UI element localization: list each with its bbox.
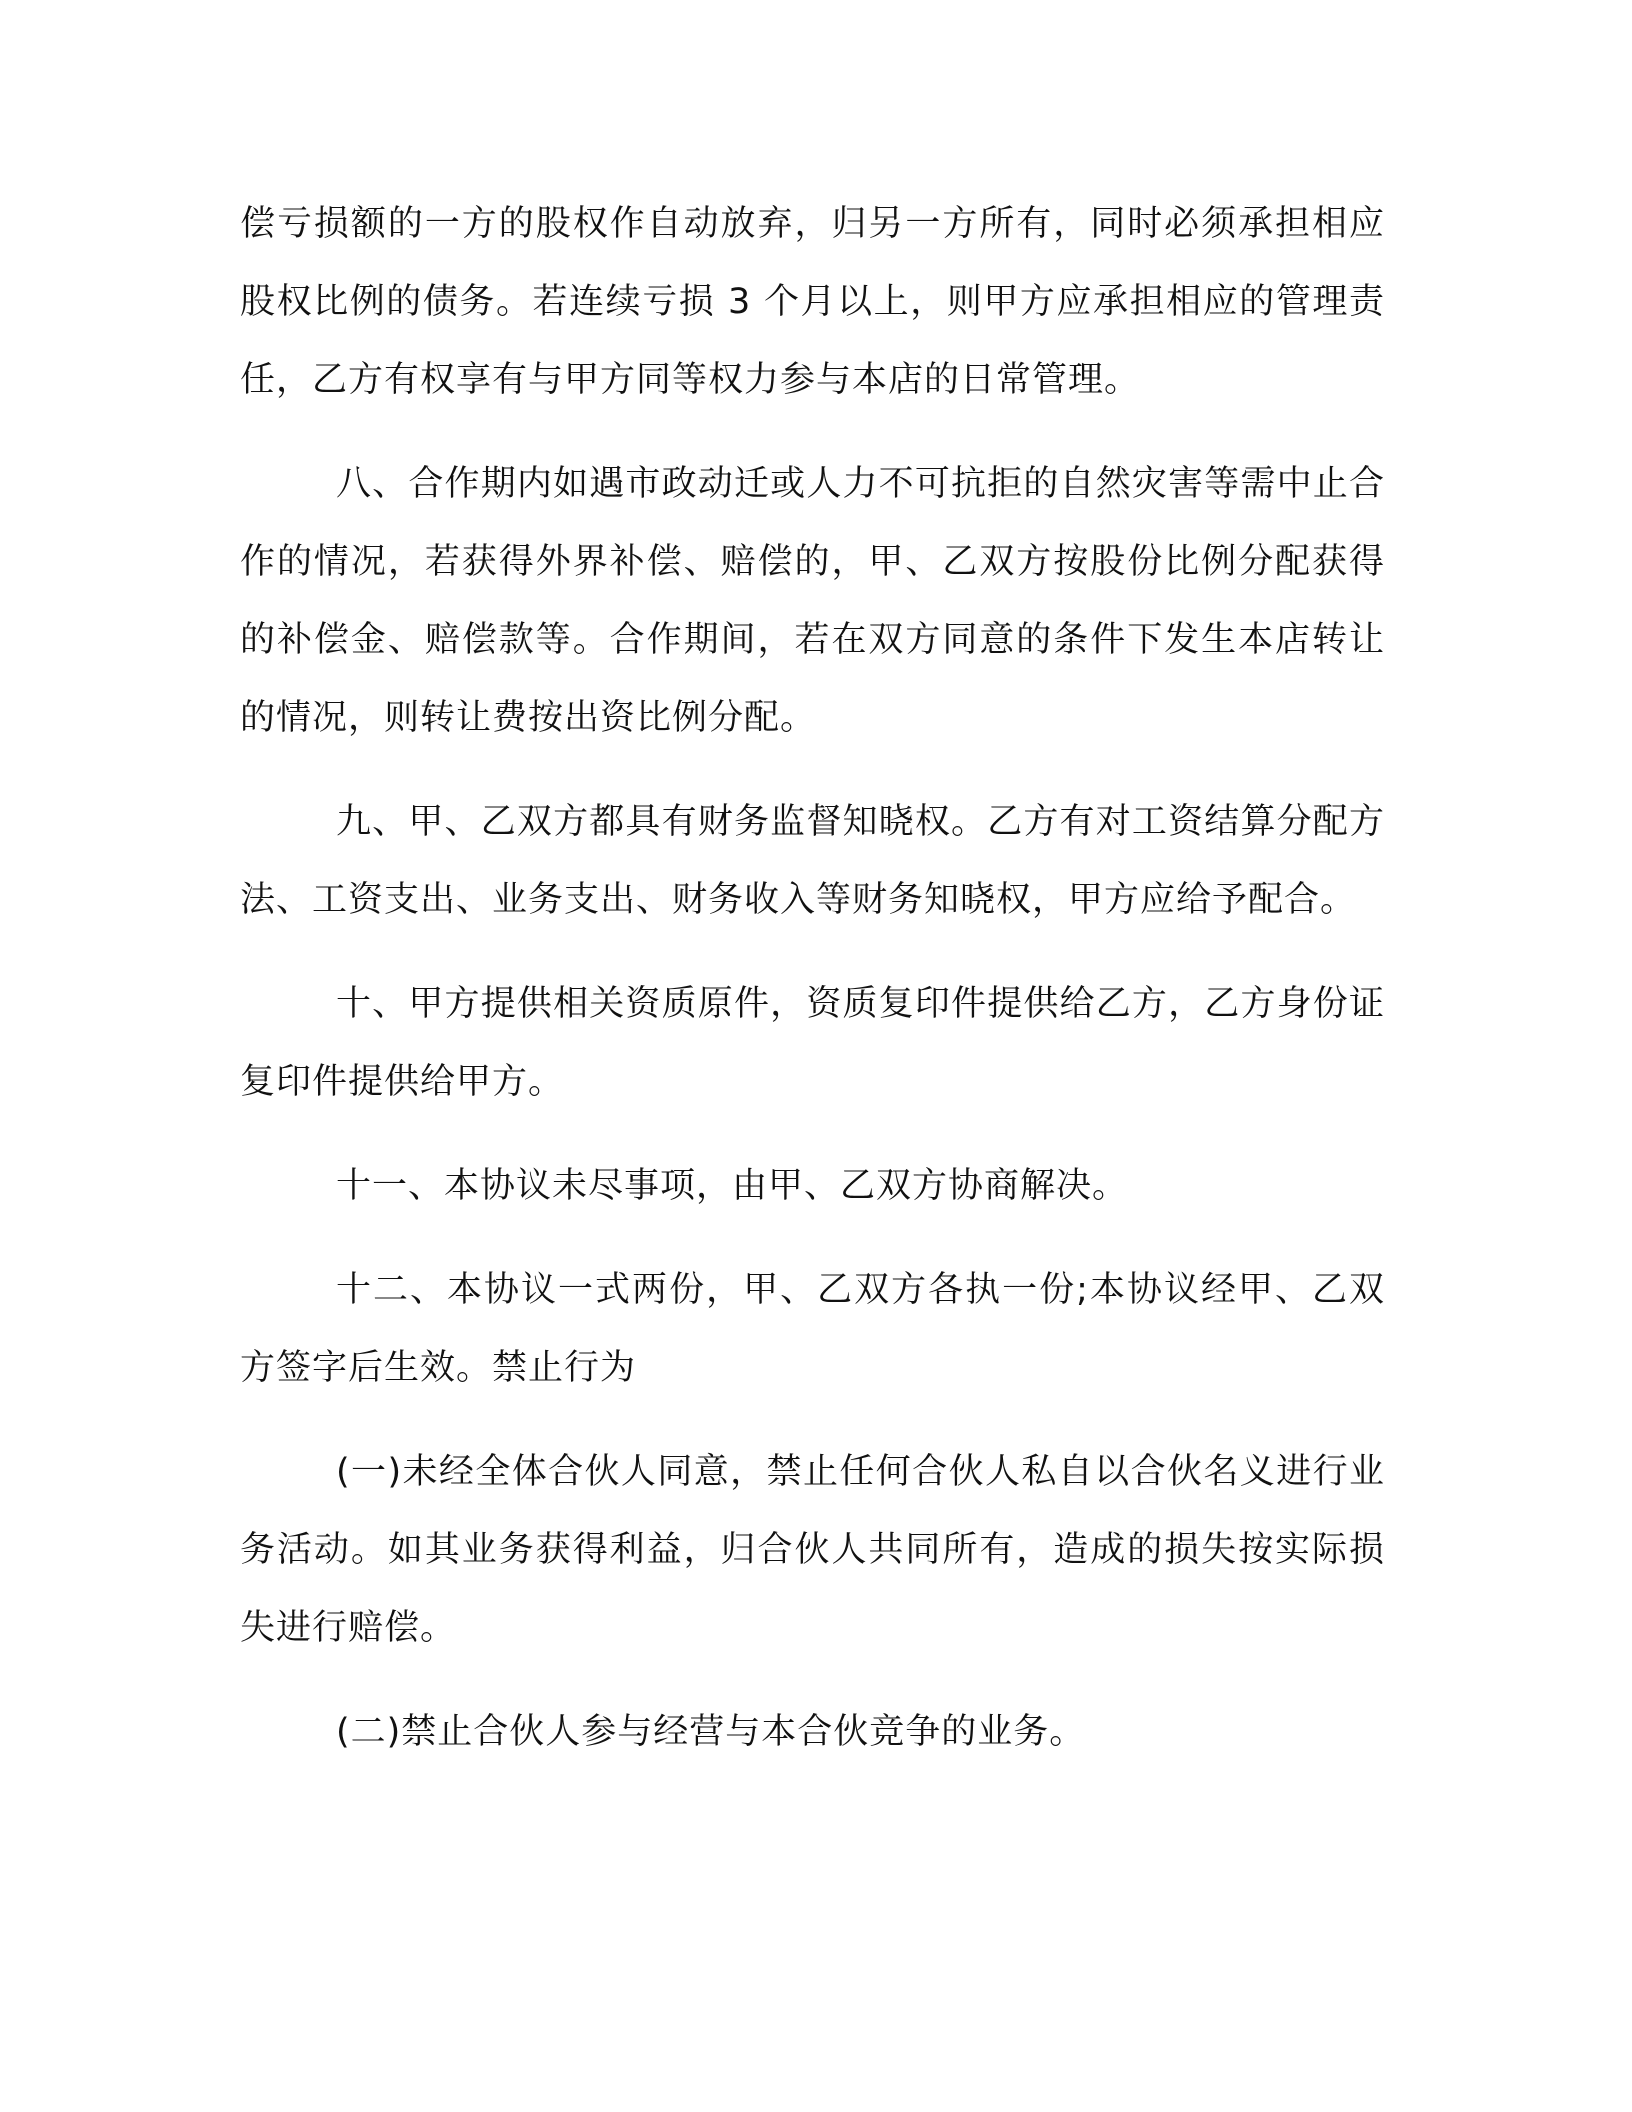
paragraph-clause-11: 十一、本协议未尽事项，由甲、乙双方协商解决。 [336, 1166, 1129, 1206]
paragraph-clause-9: 九、甲、乙双方都具有财务监督知晓权。乙方有对工资结算分配方法、工资支出、业务支出、财务收入等财务知晓权，甲方应给予配合。 [240, 802, 1385, 920]
document-body [240, 185, 1385, 1797]
paragraph-clause-10: 十、甲方提供相关资质原件，资质复印件提供给乙方，乙方身份证复印件提供给甲方。 [240, 984, 1385, 1102]
paragraph-clause-8: 八、合作期内如遇市政动迁或人力不可抗拒的自然灾害等需中止合作的情况，若获得外界补偿、赔偿的，甲、乙双方按股份比例分配获得的补偿金、赔偿款等。合作期间，若在双方同意的条件下发生本店转让的情况，则转让费按出资比例分配。 [240, 464, 1385, 738]
paragraph-clause-12: 十二、本协议一式两份，甲、乙双方各执一份;本协议经甲、乙双方签字后生效。禁止行为 [240, 1270, 1385, 1388]
paragraph-prohibition-2: (二)禁止合伙人参与经营与本合伙竞争的业务。 [336, 1712, 1086, 1752]
paragraph-continuation: 偿亏损额的一方的股权作自动放弃，归另一方所有，同时必须承担相应股权比例的债务。若连续亏损 3 个月以上，则甲方应承担相应的管理责任，乙方有权享有与甲方同等权力参与本店的日常管理。 [240, 204, 1385, 400]
paragraph-prohibition-1: (一)未经全体合伙人同意，禁止任何合伙人私自以合伙名义进行业务活动。如其业务获得利益，归合伙人共同所有，造成的损失按实际损失进行赔偿。 [240, 1452, 1385, 1648]
